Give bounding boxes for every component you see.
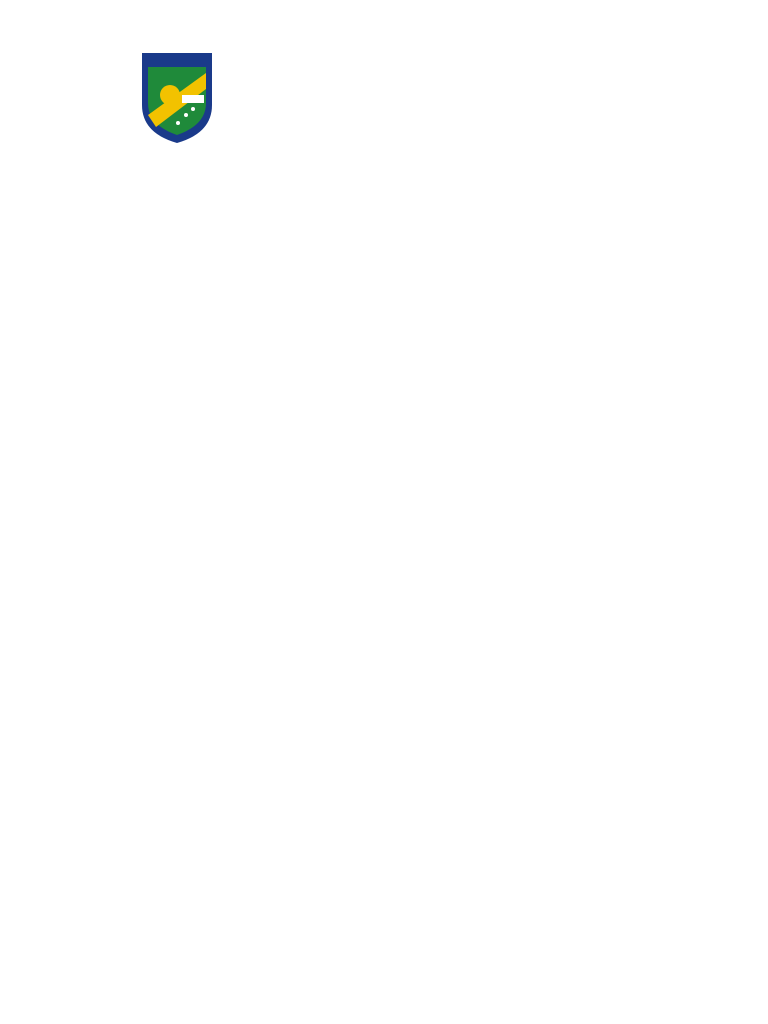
- header: [40, 45, 720, 150]
- cbhb-logo: [138, 45, 216, 145]
